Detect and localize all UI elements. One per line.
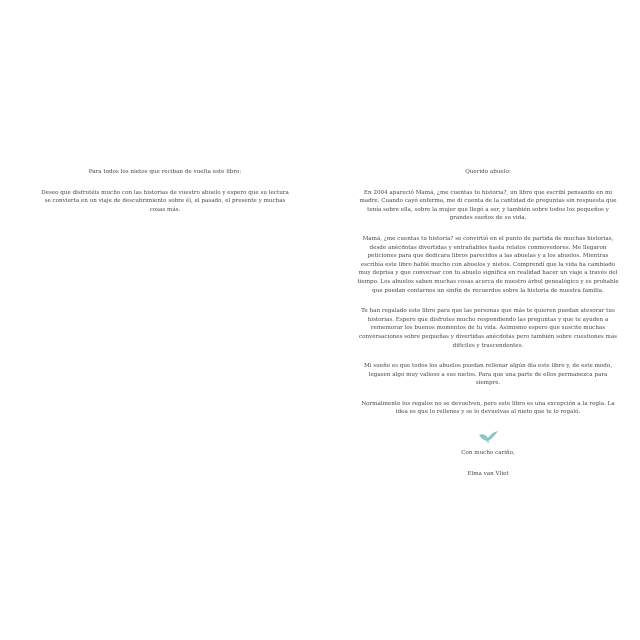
letter-paragraph-4: Mi sueño es que todos los abuelos puedan rellenar algún día este libro y, de este modo, legasen algo muy valioso a sus nietos. Para que una parte de ellos permanezca para siempre. [364,363,612,387]
letter-paragraph-3: Te han regalado este libro para que las personas que más te quieren puedan atesorar tus historias. Espero que disfrutes mucho respondiendo las preguntas y que te ayuden a rememorar los buenos momentos de tu vida. Asimismo espero que suscite muchas conversaciones sobre pequeñas y divertidas anécdotas pero también sobre cuestiones más difíciles y trascendentes. [358,308,618,349]
dedication [40,168,290,227]
right-page [320,0,640,640]
letter-author: Elma van Vliet [467,470,509,477]
letter-paragraph-2: Mamá, ¿me cuentas tu historia? se convirtió en el punto de partida de muchas historias, desde anécdotas divertidas y entrañables hasta relatos conmovedores. Me llegaron peticiones para que dedicara libros parecidos a las abuelas y a los abuelos. Mientras escribía este libro hablé mucho con abuelos y nietos. Comprendí que la vida ha cambiado muy deprisa y que conversar con tu abuelo significa en realidad hacer un viaje a través del tiempo. Los abuelos saben muchas cosas acerca de nuestro árbol genealógico y es probable que puedan contarnos un sinfín de recuerdos sobre la historia de nuestra familia. [357,235,619,294]
dedication-body: Deseo que disfrutéis mucho con las historias de vuestro abuelo y espero que su lectura se convierta en un viaje de descubrimiento sobre él, el pasado, el presente y muchas cosas más. [41,190,289,213]
dedication-line: Para todos los nietos que reciban de vuelta este libro: [88,169,242,175]
letter-paragraph-1: En 2004 apareció Mamá, ¿me cuentas tu historia?, un libro que escribí pensando en mi madre. Cuando cayó enferma, me di cuenta de la cantidad de preguntas sin respuesta que tenía sobre ella, sobre la mujer que llegó a ser, y también sobre todos los pequeños y grandes sueños de su vida. [359,189,617,222]
letter-paragraph-5: Normalmente los regalos no se devuelven, pero este libro es una excepción a la regla. La idea es que lo rellenes y se lo devuelvas al nieto que te lo regaló. [361,400,615,416]
bird-icon [477,429,499,443]
letter [356,168,620,490]
letter-greeting: Querido abuelo: [465,169,511,175]
letter-closing: Con mucho cariño, [461,450,515,457]
